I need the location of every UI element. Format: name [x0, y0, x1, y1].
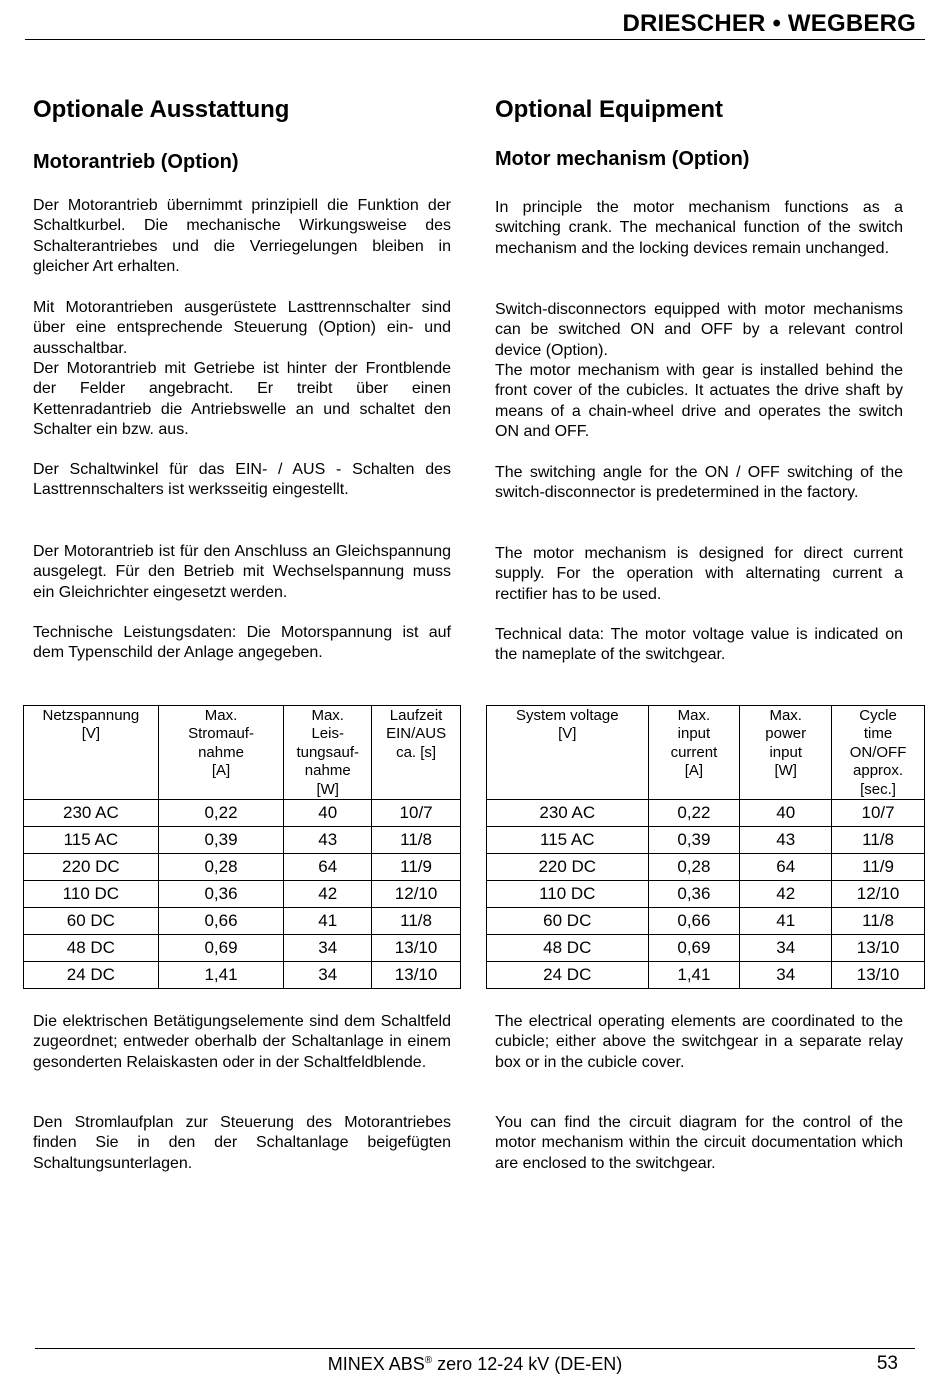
table-cell: 11/8	[832, 827, 925, 854]
table-cell: 41	[284, 908, 372, 935]
table-cell: 43	[740, 827, 832, 854]
table-row	[487, 881, 925, 908]
table-cell: 0,36	[158, 881, 284, 908]
table-cell: 13/10	[832, 935, 925, 962]
header-cell: System voltage [V]	[487, 706, 649, 800]
table-row	[487, 908, 925, 935]
table-cell: 42	[284, 881, 372, 908]
table-cell: 34	[740, 935, 832, 962]
paragraph-en-6: Technical data: The motor voltage value is indicated on the nameplate of the switchgear.	[495, 626, 903, 664]
table-cell: 0,28	[158, 854, 284, 881]
table-cell: 48 DC	[24, 935, 159, 962]
page-number: 53	[876, 1353, 898, 1374]
table-cell: 110 DC	[487, 881, 649, 908]
table-cell: 110 DC	[24, 881, 159, 908]
table-cell: 40	[740, 800, 832, 827]
product-model: zero 12-24 kV (DE-EN)	[432, 1354, 623, 1374]
paragraph-en-4: The switching angle for the ON / OFF switching of the switch-disconnector is predetermined in the factory.	[495, 464, 903, 502]
table-row	[487, 935, 925, 962]
table-row	[487, 800, 925, 827]
table-cell: 0,66	[648, 908, 740, 935]
table-cell: 1,41	[158, 962, 284, 989]
paragraph-en-8: You can find the circuit diagram for the control of the motor mechanism within the circuit documentation which are enclosed to the switchgear.	[495, 1114, 903, 1172]
table-header-row	[24, 706, 461, 800]
paragraph-de-1: Der Motorantrieb übernimmt prinzipiell die Funktion der Schaltkurbel. Die mechanische Wirkungsweise des Schalterantriebes und die Verriegelungen bleiben in gleicher Art erhalten.	[33, 197, 451, 276]
paragraph-de-8: Den Stromlaufplan zur Steuerung des Motorantriebes finden Sie in den der Schaltanlage beigefügten Schaltungsunterlagen.	[33, 1114, 451, 1172]
table-cell: 64	[740, 854, 832, 881]
table-cell: 10/7	[832, 800, 925, 827]
table-cell: 24 DC	[24, 962, 159, 989]
section-title-en: Optional Equipment	[495, 96, 723, 123]
paragraph-de-5: Der Motorantrieb ist für den Anschluss an Gleichspannung ausgelegt. Für den Betrieb mit Wechselspannung muss ein Gleichrichter eingesetzt werden.	[33, 543, 451, 601]
table-row	[24, 908, 461, 935]
table-row	[487, 962, 925, 989]
table-cell: 48 DC	[487, 935, 649, 962]
table-cell: 11/8	[832, 908, 925, 935]
table-row	[487, 827, 925, 854]
table-cell: 230 AC	[487, 800, 649, 827]
header-cell: Max. Stromauf- nahme [A]	[158, 706, 284, 800]
motor-data-table-de	[23, 705, 461, 989]
table-cell: 11/8	[372, 827, 461, 854]
subsection-title-de: Motorantrieb (Option)	[33, 151, 239, 173]
footer-divider	[35, 1348, 915, 1349]
paragraph-en-7: The electrical operating elements are coordinated to the cubicle; either above the switchgear in a separate relay box or in the cubicle cover.	[495, 1013, 903, 1071]
table-cell: 34	[284, 935, 372, 962]
table-row	[24, 800, 461, 827]
table-cell: 0,22	[158, 800, 284, 827]
table-cell: 42	[740, 881, 832, 908]
table-cell: 0,69	[158, 935, 284, 962]
paragraph-de-3: Der Motorantrieb mit Getriebe ist hinter der Frontblende der Felder angebracht. Er treibt über einen Kettenradantrieb die Antriebswelle an und schaltet den Schalter ein bzw. aus.	[33, 360, 451, 439]
table-cell: 0,22	[648, 800, 740, 827]
header-cell: Cycle time ON/OFF approx. [sec.]	[832, 706, 925, 800]
header-cell: Max. Leis- tungsauf- nahme [W]	[284, 706, 372, 800]
table-cell: 64	[284, 854, 372, 881]
table-cell: 0,39	[648, 827, 740, 854]
table-cell: 11/9	[832, 854, 925, 881]
section-title-de: Optionale Ausstattung	[33, 96, 290, 123]
table-row	[24, 881, 461, 908]
header-cell: Laufzeit EIN/AUS ca. [s]	[372, 706, 461, 800]
footer-product-title	[0, 1354, 950, 1375]
table-cell: 34	[740, 962, 832, 989]
subsection-title-en: Motor mechanism (Option)	[495, 148, 750, 170]
table-cell: 13/10	[832, 962, 925, 989]
table-cell: 0,36	[648, 881, 740, 908]
registered-mark: ®	[424, 1355, 433, 1366]
header-cell: Netzspannung [V]	[24, 706, 159, 800]
table-cell: 0,69	[648, 935, 740, 962]
table-cell: 12/10	[372, 881, 461, 908]
table-cell: 10/7	[372, 800, 461, 827]
table-cell: 11/9	[372, 854, 461, 881]
company-header: DRIESCHER • WEGBERG	[622, 10, 916, 37]
paragraph-de-4: Der Schaltwinkel für das EIN- / AUS - Schalten des Lasttrennschalters ist werksseitig eingestellt.	[33, 461, 451, 499]
table-header-row	[487, 706, 925, 800]
table-cell: 34	[284, 962, 372, 989]
table-cell: 12/10	[832, 881, 925, 908]
header-cell: Max. power input [W]	[740, 706, 832, 800]
table-row	[487, 854, 925, 881]
table-row	[24, 827, 461, 854]
table-cell: 0,39	[158, 827, 284, 854]
table-cell: 13/10	[372, 962, 461, 989]
paragraph-en-3: The motor mechanism with gear is installed behind the front cover of the cubicles. It actuates the drive shaft by means of a chain-wheel drive and operates the switch ON and OFF.	[495, 362, 903, 441]
table-row	[24, 962, 461, 989]
table-cell: 60 DC	[487, 908, 649, 935]
paragraph-de-2: Mit Motorantrieben ausgerüstete Lasttrennschalter sind über eine entsprechende Steuerung (Option) ein- und ausschaltbar.	[33, 299, 451, 357]
table-cell: 24 DC	[487, 962, 649, 989]
table-cell: 220 DC	[24, 854, 159, 881]
table-cell: 60 DC	[24, 908, 159, 935]
table-row	[24, 935, 461, 962]
table-cell: 0,28	[648, 854, 740, 881]
paragraph-en-1: In principle the motor mechanism functions as a switching crank. The mechanical function of the switch mechanism and the locking devices remain unchanged.	[495, 199, 903, 257]
table-row	[24, 854, 461, 881]
table-cell: 11/8	[372, 908, 461, 935]
paragraph-de-7: Die elektrischen Betätigungselemente sind dem Schaltfeld zugeordnet; entweder oberhalb der Schaltanlage in einem gesonderten Relaiskasten oder in der Schaltfeldblende.	[33, 1013, 451, 1071]
motor-data-table-en	[486, 705, 925, 989]
table-cell: 0,66	[158, 908, 284, 935]
table-cell: 41	[740, 908, 832, 935]
table-cell: 115 AC	[24, 827, 159, 854]
paragraph-en-5: The motor mechanism is designed for direct current supply. For the operation with alternating current a rectifier has to be used.	[495, 545, 903, 603]
header-cell: Max. input current [A]	[648, 706, 740, 800]
paragraph-en-2: Switch-disconnectors equipped with motor mechanisms can be switched ON and OFF by a relevant control device (Option).	[495, 301, 903, 359]
product-name: MINEX ABS	[327, 1354, 425, 1374]
paragraph-de-6: Technische Leistungsdaten: Die Motorspannung ist auf dem Typenschild der Anlage angegeben.	[33, 624, 451, 662]
header-divider	[25, 39, 925, 40]
table-cell: 40	[284, 800, 372, 827]
table-cell: 220 DC	[487, 854, 649, 881]
table-cell: 13/10	[372, 935, 461, 962]
table-cell: 1,41	[648, 962, 740, 989]
table-cell: 115 AC	[487, 827, 649, 854]
table-cell: 230 AC	[24, 800, 159, 827]
table-cell: 43	[284, 827, 372, 854]
